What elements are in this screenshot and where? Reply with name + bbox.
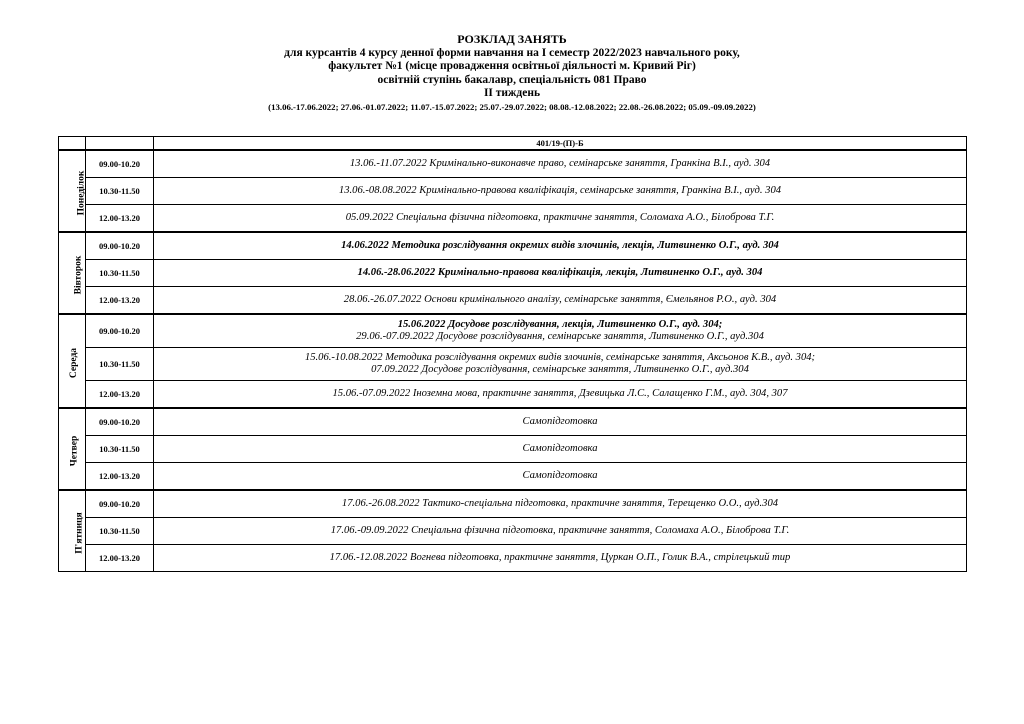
class-line: 15.06.2022 Досудове розслідування, лекція, Литвиненко О.Г., ауд. 304; <box>397 318 723 330</box>
class-line: 14.06.2022 Методика розслідування окремих видів злочинів, лекція, Литвиненко О.Г., ауд. 304 <box>341 239 779 251</box>
class-cell <box>154 490 967 518</box>
schedule-row <box>59 518 967 545</box>
class-cell <box>154 287 967 315</box>
class-cell <box>154 545 967 572</box>
time-slot: 10.30-11.50 <box>86 436 154 463</box>
class-line: 17.06.-12.08.2022 Вогнева підготовка, практичне заняття, Цуркан О.П., Голик В.А., стрілецький тир <box>329 551 791 563</box>
class-cell <box>154 348 967 381</box>
schedule-row <box>59 260 967 287</box>
time-slot: 12.00-13.20 <box>86 381 154 409</box>
course-description: для курсантів 4 курсу денної форми навчання на І семестр 2022/2023 навчального року, <box>284 46 740 59</box>
class-line: 14.06.-28.06.2022 Кримінально-правова кваліфікація, лекція, Литвиненко О.Г., ауд. 304 <box>357 266 763 278</box>
class-cell <box>154 232 967 260</box>
empty-corner-cell <box>59 137 86 151</box>
class-cell <box>154 150 967 178</box>
class-line: Самопідготовка <box>522 442 598 454</box>
schedule-row <box>59 381 967 409</box>
schedule-row <box>59 408 967 436</box>
empty-corner-cell <box>86 137 154 151</box>
day-name: Середа <box>69 347 80 379</box>
time-slot: 09.00-10.20 <box>86 150 154 178</box>
degree-line: освітній ступінь бакалавр, спеціальність 081 Право <box>377 73 647 86</box>
class-cell <box>154 518 967 545</box>
schedule-row <box>59 178 967 205</box>
time-slot: 12.00-13.20 <box>86 463 154 491</box>
schedule-row <box>59 348 967 381</box>
time-slot: 10.30-11.50 <box>86 518 154 545</box>
day-name: Вівторок <box>73 255 84 295</box>
class-cell <box>154 205 967 233</box>
schedule-header <box>0 33 1024 113</box>
class-line: 05.09.2022 Спеціальна фізична підготовка, практичне заняття, Соломаха А.О., Білоброва Т.Г. <box>345 211 775 223</box>
class-cell <box>154 260 967 287</box>
class-line: Самопідготовка <box>522 469 598 481</box>
class-line: 17.06.-09.09.2022 Спеціальна фізична підготовка, практичне заняття, Соломаха А.О., Білоброва Т.Г. <box>330 524 790 536</box>
class-cell <box>154 178 967 205</box>
schedule-row <box>59 150 967 178</box>
class-line: 28.06.-26.07.2022 Основи кримінального аналізу, семінарське заняття, Ємельянов Р.О., ауд. 304 <box>343 293 777 305</box>
time-slot: 12.00-13.20 <box>86 287 154 315</box>
time-slot: 12.00-13.20 <box>86 205 154 233</box>
time-slot: 09.00-10.20 <box>86 490 154 518</box>
class-line: 17.06.-26.08.2022 Тактико-спеціальна підготовка, практичне заняття, Терещенко О.О., ауд.304 <box>341 497 779 509</box>
day-name: П'ятниця <box>74 512 85 554</box>
time-slot: 10.30-11.50 <box>86 260 154 287</box>
schedule-title: РОЗКЛАД ЗАНЯТЬ <box>457 32 567 46</box>
schedule-row <box>59 545 967 572</box>
schedule-row <box>59 463 967 491</box>
day-cell <box>59 408 86 490</box>
schedule-row <box>59 314 967 348</box>
day-cell <box>59 490 86 572</box>
time-slot: 09.00-10.20 <box>86 408 154 436</box>
time-slot: 09.00-10.20 <box>86 314 154 348</box>
schedule-table <box>58 136 967 572</box>
class-cell <box>154 463 967 491</box>
class-cell <box>154 436 967 463</box>
time-slot: 10.30-11.50 <box>86 178 154 205</box>
week-label: ІІ тиждень <box>483 87 541 99</box>
class-line: 29.06.-07.09.2022 Досудове розслідування, семінарське заняття, Литвиненко О.Г., ауд.304 <box>356 331 764 342</box>
schedule-row <box>59 232 967 260</box>
week-dates: (13.06.-17.06.2022; 27.06.-01.07.2022; 11.07.-15.07.2022; 25.07.-29.07.2022; 08.08.-12.08.2022; 22.08.-26.08.2022; 05.09.-09.09.2022) <box>268 101 756 112</box>
class-cell <box>154 408 967 436</box>
time-slot: 09.00-10.20 <box>86 232 154 260</box>
schedule-row <box>59 436 967 463</box>
day-cell <box>59 150 86 232</box>
class-line: 15.06.-10.08.2022 Методика розслідування окремих видів злочинів, семінарське заняття, Аксьонов К.В., ауд. 304; <box>304 351 816 363</box>
day-cell <box>59 232 86 314</box>
class-line: 13.06.-08.08.2022 Кримінально-правова кваліфікація, семінарське заняття, Гранкіна В.І., ауд. 304 <box>338 184 782 196</box>
class-line: 15.06.-07.09.2022 Іноземна мова, практичне заняття, Дзевицька Л.С., Салащенко Г.М., ауд. 304, 307 <box>332 387 788 399</box>
day-name: Четвер <box>69 435 80 467</box>
class-line: Самопідготовка <box>522 415 598 427</box>
schedule-row <box>59 490 967 518</box>
schedule-row <box>59 205 967 233</box>
group-code: 401/19-(П)-Б <box>154 137 967 151</box>
group-header-row <box>59 137 967 151</box>
schedule-row <box>59 287 967 315</box>
class-line: 13.06.-11.07.2022 Кримінально-виконавче право, семінарське заняття, Гранкіна В.І., ауд. 304 <box>349 157 771 169</box>
day-name: Понеділок <box>76 170 87 216</box>
class-cell <box>154 381 967 409</box>
time-slot: 10.30-11.50 <box>86 348 154 381</box>
class-line: 07.09.2022 Досудове розслідування, семінарське заняття, Литвиненко О.Г., ауд.304 <box>371 364 749 375</box>
faculty-line: факультет №1 (місце провадження освітньої діяльності м. Кривий Ріг) <box>328 60 696 72</box>
time-slot: 12.00-13.20 <box>86 545 154 572</box>
day-cell <box>59 314 86 408</box>
class-cell <box>154 314 967 348</box>
